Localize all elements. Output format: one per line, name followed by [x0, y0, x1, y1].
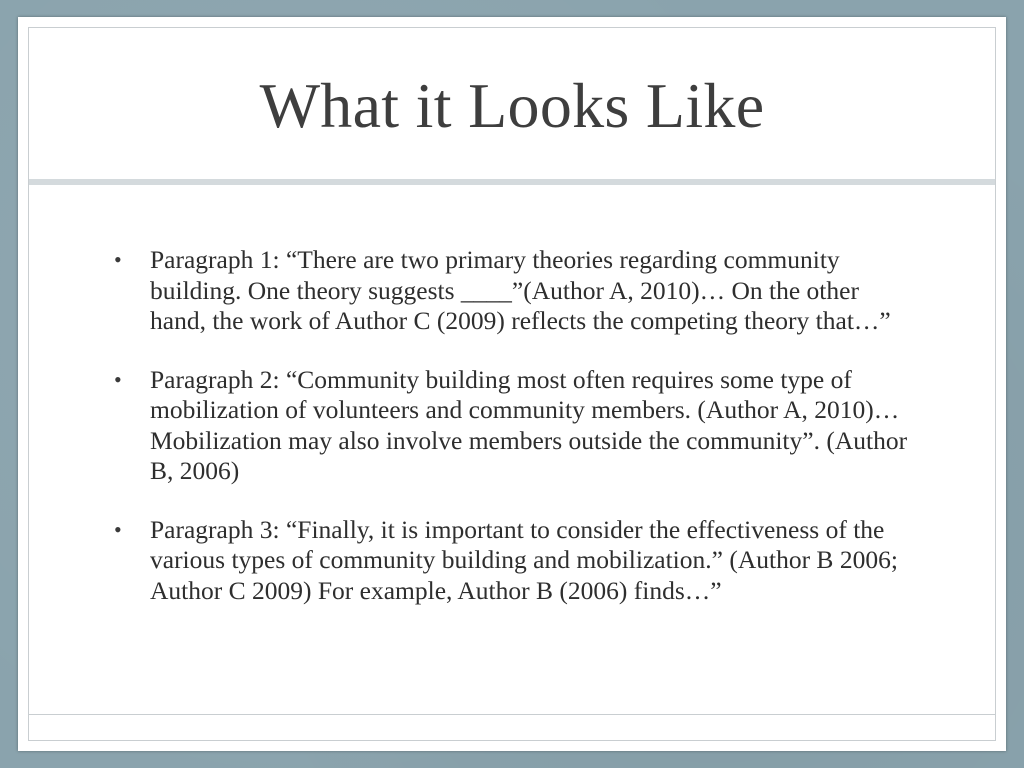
title-divider — [29, 179, 995, 185]
bullet-text-3: Paragraph 3: “Finally, it is important to consider the effectiveness of the various types of community building and mobilization.” (Author B 2006; Author C 2009) For example, Author B (2006) finds…” — [150, 514, 898, 605]
bullet-text-2: Paragraph 2: “Community building most often requires some type of mobilization of volunteers and community members. (Author A, 2010)…Mobilization may also involve members outside the community”. (Author B, 2006) — [150, 364, 908, 485]
bullet-item-1 — [110, 245, 910, 337]
footer-divider — [29, 714, 995, 715]
slide-title: What it Looks Like — [259, 70, 765, 141]
title-band — [29, 28, 995, 180]
bullet-icon: • — [114, 516, 122, 542]
bullet-item-2 — [110, 365, 910, 487]
slide — [18, 17, 1006, 751]
bullet-icon: • — [114, 366, 122, 392]
bullet-icon: • — [114, 247, 122, 272]
bullet-text-1: Paragraph 1: “There are two primary theories regarding community building. One theory suggests ____”(Author A, 2010)… On the other hand, the work of Author C (2009) reflects the competing theory that…” — [150, 245, 891, 335]
bullet-list — [110, 245, 910, 634]
bullet-item-3 — [110, 515, 910, 607]
